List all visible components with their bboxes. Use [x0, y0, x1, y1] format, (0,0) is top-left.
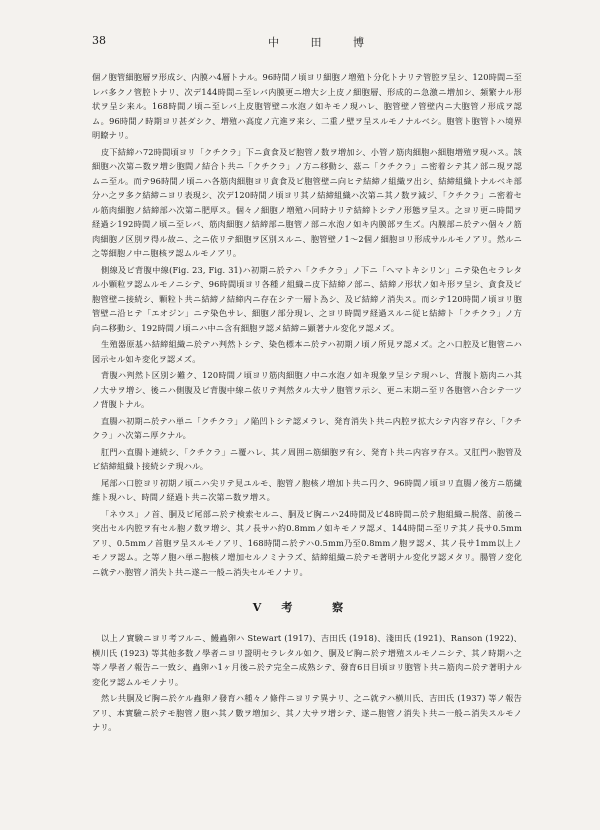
paragraph: 直腸ハ初期ニ於テハ単ニ「クチクラ」ノ陥凹トシテ認メラレ、発育消失ト共ニ内腔ヲ拡大シテ内容ヲ存シ、「クチクラ」ハ次第ニ厚クナル。 — [92, 415, 522, 440]
body-text — [92, 70, 522, 737]
section-heading — [92, 599, 522, 615]
paragraph: 肛門ハ直腸ト連続シ、「クチクラ」ニ覆ハレ、其ノ周囲ニ筋細胞ヲ有シ、発育ト共ニ内容ヲ存ス。又肛門ハ胞管及ビ結締組織ト接続シテ現ハル。 — [92, 446, 522, 471]
paragraph: 背腹ハ判然ト区別シ難ク、120時間ノ頃ヨリ筋肉細胞ノ中ニ水泡ノ如キ現象ヲ呈シテ現ハレ、背腹ト筋肉ニハ其ノ大サヲ増シ、後ニハ側腹及ビ背腹中線ニ依リテ判然タル大サノ胞管ヲ示シ、更ニ末期ニ至リ各胞管ハ合シテ一ツノ背腹トナル。 — [92, 370, 522, 409]
section-number: V — [252, 601, 262, 614]
section-title: 考 察 — [281, 601, 362, 614]
paragraph: 皮下結締ハ72時間頃ヨリ「クチクラ」下ニ貪食及ビ胞管ノ数ヲ増加シ、小管ノ筋肉細胞ハ細胞増殖ヲ現ハス。該細胞ハ次第ニ数ヲ増シ胞間ノ結合ト共ニ「クチクラ」ノ方ニ移動シ、茲ニ「クチクラ」ニ密着シテ其ノ部ニ現ヲ認ムニ至ル。而テ96時間ノ頃ニハ各筋肉細胞ヨリ貪食及ビ胞管壁ニ向ヒテ結締ノ組織ヲ出シ、結締組織トナルベキ部分ハ之ヲ多ク結締ニヨリ表現シ、次デ120時間ノ頃ヨリ其ノ結締組織ハ次第ニ其ノ数ヲ減ジ、「クチクラ」ニ密着セル筋肉細胞ノ結締部ハ次第ニ肥厚ス。個々ノ細胞ノ増殖ハ同時ナリテ結締トシテノ形態ヲ呈ス。之ヨリ更ニ時間ヲ経過シ192時間ノ頃ニ至レバ、筋肉細胞ノ結締部ニ胞管ノ部ニ水泡ノ如キ内膜部ヲ生ズ。内膜部ニ於テハ個々ノ筋肉細胞ノ区別ヲ得ル故ニ、之ニ依リテ細胞ヲ区別スルニ、胞管壁ノ1〜2個ノ細胞ヨリ形成サルルモノアリ。然ルニ之等細胞ノ中ニ胞核ヲ認ムルモノアリ。 — [92, 146, 522, 258]
page-header — [0, 34, 600, 54]
paragraph: 以上ノ實験ニヨリ考フルニ、鰻蟲卵ハ Stewart (1917)、吉田氏 (1918)、淺田氏 (1921)、Ranson (1922)、横川氏 (1923) 等其他多数ノ學者ニヨリ證明セラレタル如ク、胴及ビ胸ニ於テ增殖スルモノニシテ、其ノ時期ハ之等ノ學者ノ報告ニ一致シ、蟲卵ハ1ヶ月後ニ於テ完全ニ成熟シテ、發育6日目頃ヨリ胞管ト共ニ筋肉ニ於テ著明ナル変化ヲ認ムルモノナリ。 — [92, 633, 522, 687]
page-number: 38 — [92, 34, 106, 47]
paragraph: 「ネウス」ノ首、胴及ビ尾部ニ於テ検索セルニ、胴及ビ胸ニハ24時間及ビ48時間ニ於テ胞組織ニ脱落、前後ニ突出セル内腔ヲ有セル胞ノ数ヲ増シ、其ノ長サハ約0.8mmノ如キモノヲ認メ、144時間ニ至リテ其ノ長サ0.5mmアリ、0.5mmノ首胞ヲ呈スルモノアリ、168時間ニ於テハ0.5mm乃至0.8mmノ胞ヲ認メ、其ノ長サ1mm以上ノモノヲ認ム。之等ノ胞ハ単ニ胞核ノ增加セルノミナラズ、結締組織ニ於テモ著明ナル変化ヲ認メタリ。腸管ノ変化ニ就テハ胞管ノ消失ト共ニ遂ニ一般ニ消失セルモノナリ。 — [92, 508, 522, 577]
paragraph: 個ノ胞管細胞層ヲ形成シ、内膜ハ4層トナル。96時間ノ頃ヨリ細胞ノ増殖ト分化トナリテ管腔ヲ呈シ、120時間ニ至レバ多クノ管腔トナリ、次デ144時間ニ至レバ内膜更ニ増大シ上皮ノ細胞層、形成的ニ急激ニ増加シ、頻繁ナル形状ヲ呈シ来ル。168時間ノ頃ニ至レバ上皮胞管壁ニ水泡ノ如キモノ現ハレ、胞管壁ノ管壁内ニ大胞管ノ形成ヲ認ム。96時間ノ時期ヨリ甚ダシク、増殖ハ高度ノ亢進ヲ来シ、二重ノ壁ヲ呈スルモノナルベシ。胞管ト胞管トハ境界明瞭ナリ。 — [92, 72, 522, 140]
paragraph: 尾部ハ口腔ヨリ初期ノ頃ニハ尖リテ見ユルモ、胞管ノ胞核ノ増加ト共ニ円ク、96時間ノ頃ヨリ直腸ノ後方ニ筋繊維ト現ハレ、時間ノ経過ト共ニ次第ニ数ヲ増ス。 — [92, 477, 522, 502]
paragraph: 然レ共胴及ビ胸ニ於ケル蟲卵ノ發育ハ種々ノ條件ニヨリテ異ナリ、之ニ就テハ横川氏、吉田氏 (1937) 等ノ報告アリ、本實驗ニ於テモ胞管ノ胞ハ其ノ數ヲ増加シ、其ノ大サヲ增シテ、遂ニ胞管ノ消失ト共ニ一般ニ消失スルモノナリ。 — [92, 693, 522, 732]
paragraph: 側線及ビ背腹中線(Fig. 23, Fig. 31)ハ初期ニ於テハ「クチクラ」ノ下ニ「ヘマトキシリン」ニテ染色セラレタル小顆粒ヲ認ムルモノニシテ、96時間頃ヨリ各種ノ組織ニ皮下結締ノ部ニ、結締ノ形状ノ如キ形ヲ呈シ、貪食及ビ胞管壁ニ接続シ、顆粒ト共ニ結締ノ結締内ニ存在シテ一層ト為シ、及ビ結締ノ消失ス。而シテ120時間ノ頃ヨリ胞管壁ニ沿ヒテ「エオジン」ニテ染色サレ、細胞ノ部分現レ、之ヨリ時間ヲ経過スルニ従ヒ結締ト「クチクラ」ノ方向ニ移動シ、192時間ノ頃ニハ中ニ含有細胞ヲ認メ結締ニ顕著ナル変化ヲ認メズ。 — [92, 264, 522, 333]
running-head: 中 田 博 — [268, 36, 378, 49]
paragraph: 生殖器原基ハ結締組織ニ於テハ判然トシテ、染色標本ニ於テハ初期ノ頃ノ所見ヲ認メズ。之ハ口腔及ビ胞管ニハ図示セル如キ変化ヲ認メズ。 — [92, 339, 522, 364]
